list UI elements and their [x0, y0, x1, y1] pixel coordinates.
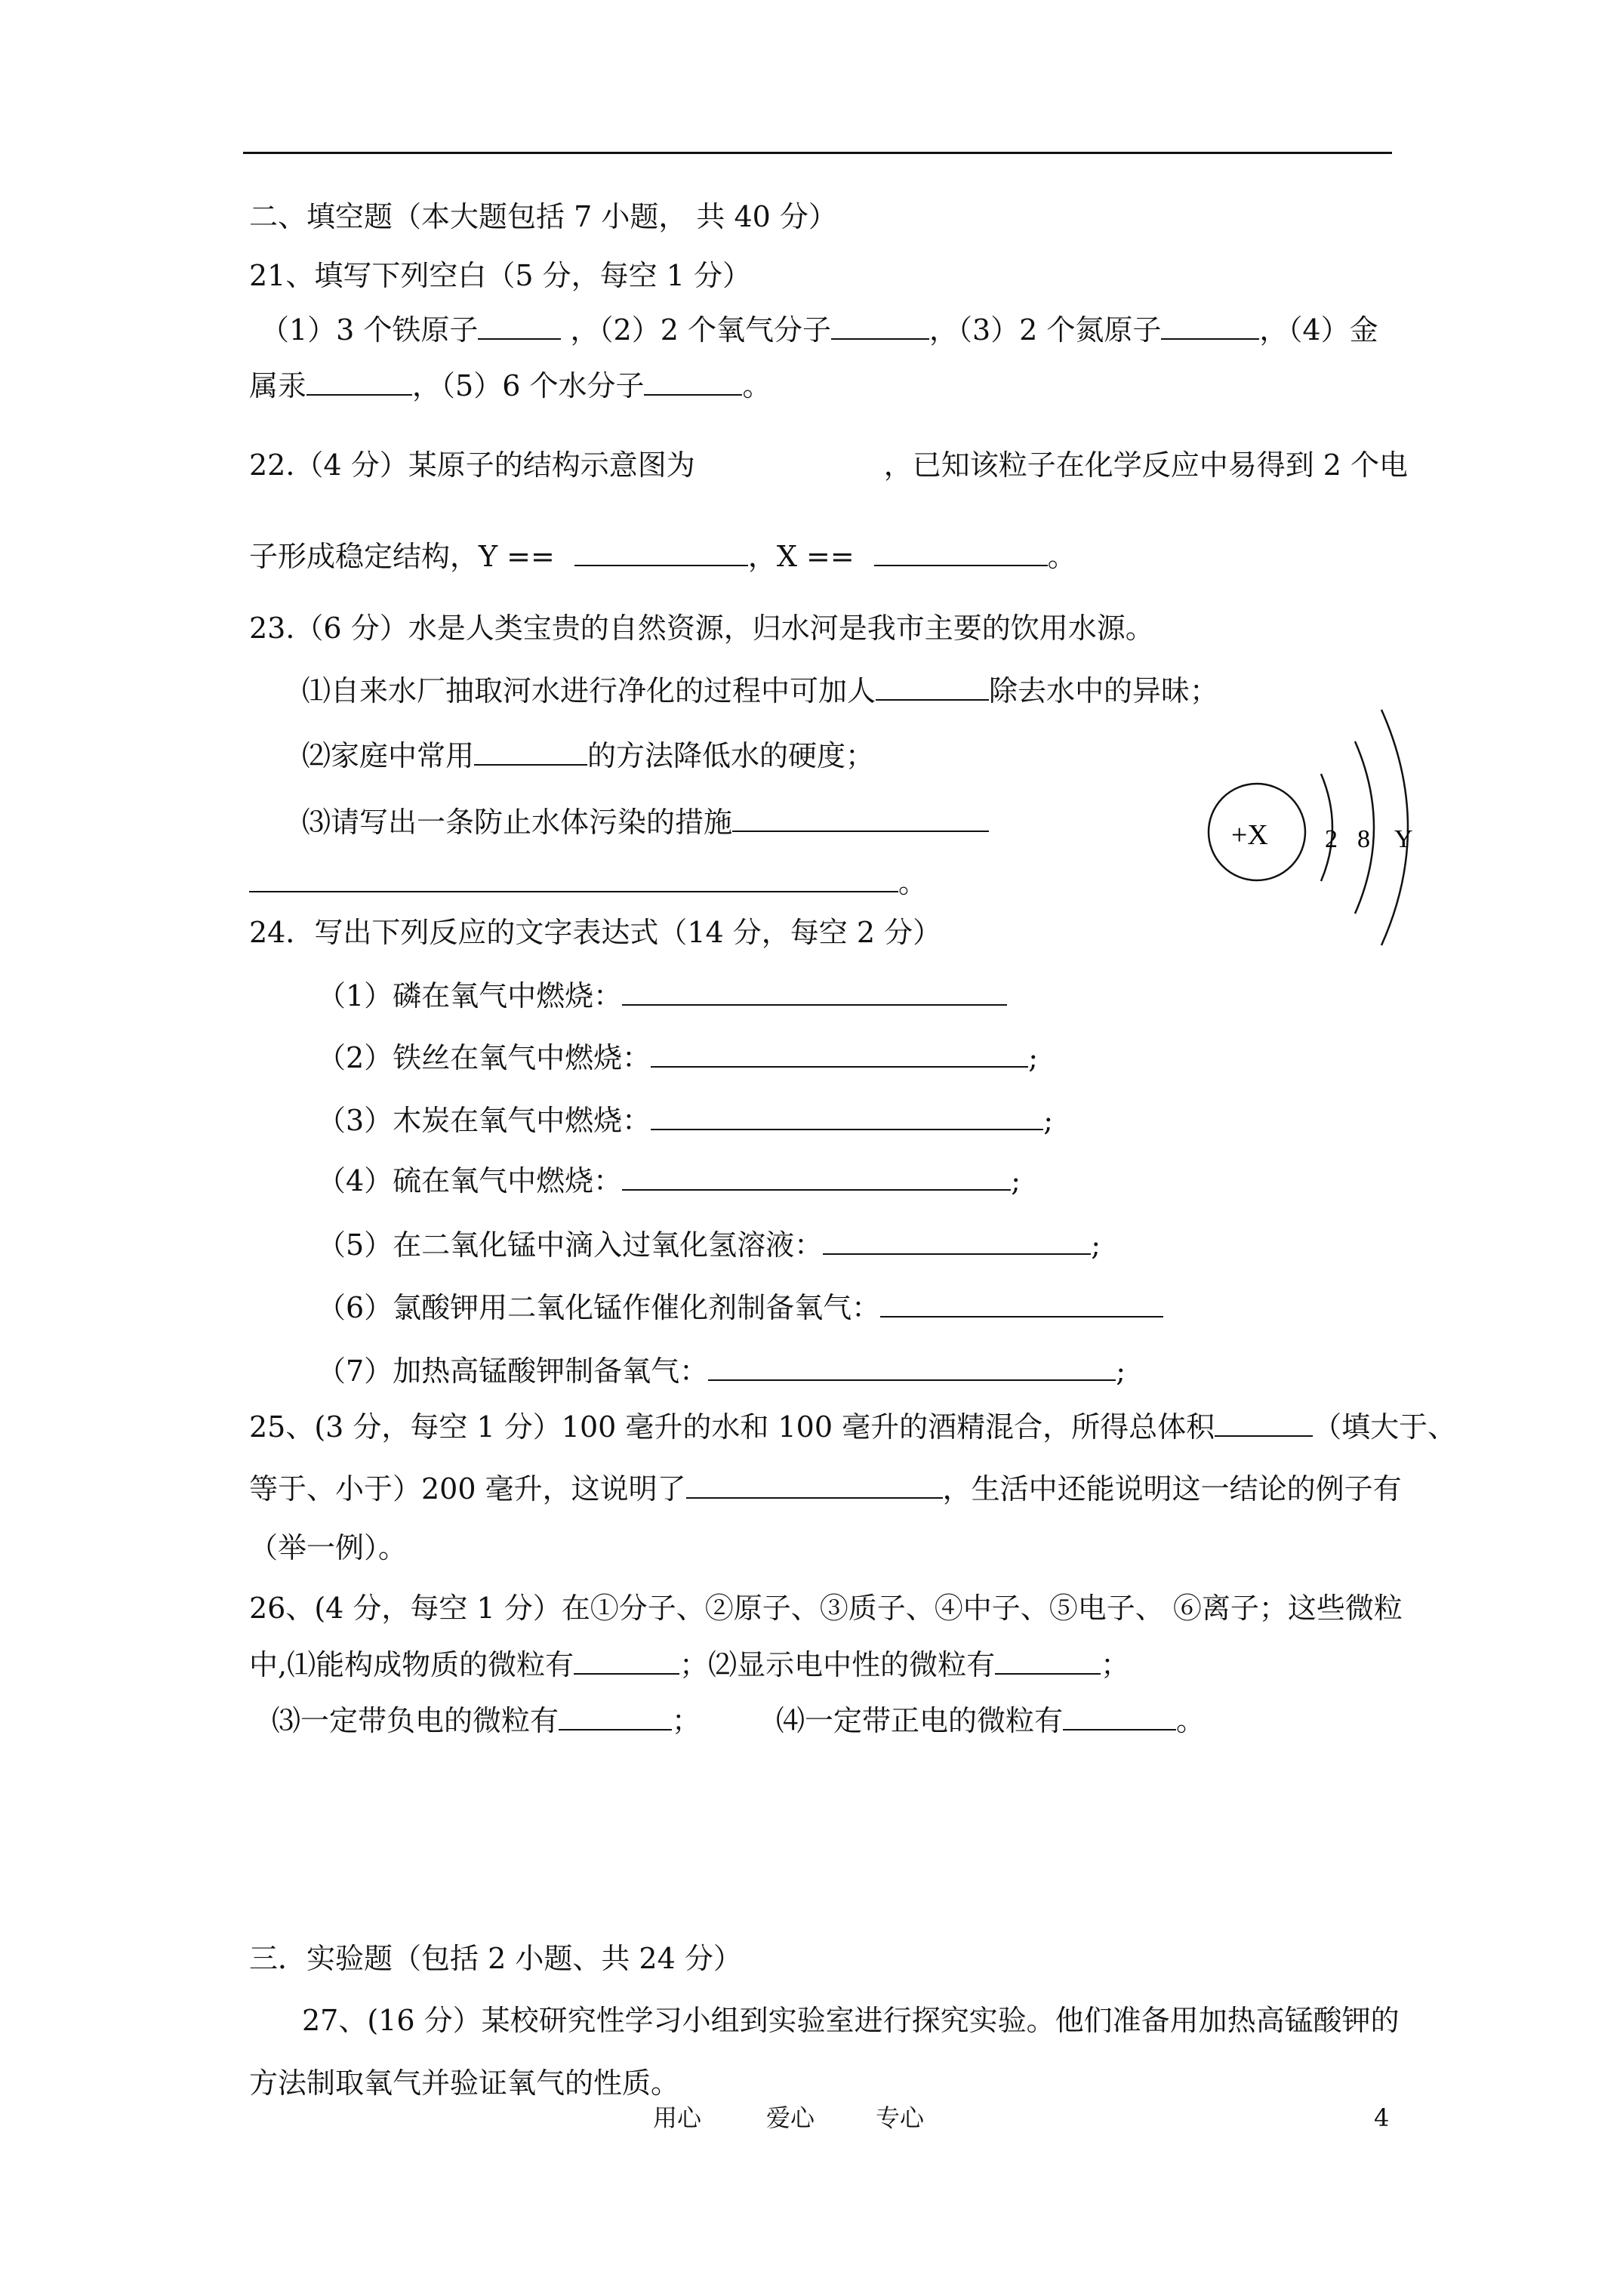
answer-blank[interactable] — [644, 368, 742, 396]
q26-line-3 — [272, 1703, 1205, 1739]
q25-line-3: （举一例）。 — [249, 1531, 408, 1564]
nucleus-charge: +X — [1231, 819, 1268, 851]
q22-text-c: 子形成稳定结构，Y == — [249, 540, 555, 573]
answer-blank[interactable] — [574, 539, 748, 566]
page-number: 4 — [1374, 2103, 1390, 2132]
q24-item-label: （4）硫在氧气中燃烧： — [317, 1164, 623, 1197]
answer-blank[interactable] — [686, 1472, 943, 1499]
q25-line-1 — [249, 1409, 1456, 1445]
q25-line-2 — [249, 1471, 1402, 1507]
q23-line-end — [249, 864, 927, 901]
answer-blank[interactable] — [880, 1290, 1163, 1318]
answer-blank[interactable] — [823, 1228, 1091, 1255]
section-3-title: 三．实验题（包括 2 小题、共 24 分） — [249, 1942, 742, 1975]
q23-end: 。 — [898, 866, 928, 899]
q25-text-b: （填大于、 — [1313, 1410, 1457, 1444]
q21-part-5: 属汞 — [249, 369, 307, 402]
q24-item-end: ; — [1091, 1228, 1101, 1262]
answer-blank[interactable] — [559, 1703, 672, 1730]
answer-blank[interactable] — [622, 978, 1007, 1006]
q25-text-c: 等于、小于）200 毫升，这说明了 — [249, 1472, 686, 1505]
q24-item-label: （7）加热高锰酸钾制备氧气： — [317, 1354, 709, 1388]
q24-item-label: （6）氯酸钾用二氧化锰作催化剂制备氧气： — [317, 1291, 881, 1324]
q26-line-2 — [249, 1647, 1129, 1683]
answer-blank[interactable] — [474, 738, 587, 766]
q24-item — [317, 1290, 1163, 1326]
answer-blank[interactable] — [478, 313, 561, 340]
q25-text-a: 25、(3 分，每空 1 分）100 毫升的水和 100 毫升的酒精混合，所得总体积 — [249, 1410, 1215, 1444]
answer-blank[interactable] — [1161, 313, 1259, 340]
q23-sub-1 — [302, 673, 1218, 709]
q24-item — [317, 1353, 1126, 1389]
q26-line-1: 26、(4 分，每空 1 分）在①分子、②原子、③质子、④中子、⑤电子、 ⑥离子；这些微粒 — [249, 1592, 1403, 1625]
q24-item-end: ; — [1043, 1104, 1053, 1137]
q23-sub-1-a: ⑴自来水厂抽取河水进行净化的过程中可加人 — [302, 674, 876, 707]
q24-title: 24．写出下列反应的文字表达式（14 分，每空 2 分） — [249, 916, 942, 949]
q23-sub-2 — [302, 738, 874, 774]
answer-blank[interactable] — [306, 368, 412, 396]
q22-line-1 — [249, 447, 1408, 483]
q21-part-6: ，（5）6 个水分子 — [412, 369, 645, 402]
q24-item-end: ; — [1011, 1164, 1021, 1197]
q24-item — [317, 1227, 1101, 1263]
q24-item — [317, 1102, 1053, 1139]
q24-item-label: （1）磷在氧气中燃烧： — [317, 979, 623, 1012]
q26-text-f: ； — [672, 1704, 701, 1737]
q21-part-2: ，（2）2 个氧气分子 — [570, 313, 831, 347]
q24-item — [317, 978, 1007, 1014]
q21-line-1 — [260, 312, 1378, 348]
q21-line-2 — [249, 368, 771, 404]
q21-part-4: ，（4）金 — [1259, 313, 1378, 347]
q21-title: 21、填写下列空白（5 分，每空 1 分） — [249, 259, 751, 292]
footer-word-2: 爱心 — [766, 2103, 815, 2132]
q24-item-end: ; — [1116, 1354, 1126, 1388]
q21-part-3: ，（3）2 个氮原子 — [929, 313, 1162, 347]
q24-item-label: （2）铁丝在氧气中燃烧： — [317, 1041, 651, 1074]
q24-item-end: ; — [1028, 1041, 1038, 1074]
answer-blank[interactable] — [708, 1354, 1116, 1381]
q24-item-label: （5）在二氧化锰中滴入过氧化氢溶液： — [317, 1228, 824, 1262]
shell-1-electrons: 2 — [1325, 825, 1338, 853]
q27-line-1: 27、(16 分）某校研究性学习小组到实验室进行探究实验。他们准备用加热高锰酸钾的 — [302, 2004, 1400, 2037]
q24-item — [317, 1163, 1021, 1199]
q26-text-h: 。 — [1176, 1704, 1206, 1737]
q22-text-b: ，已知该粒子在化学反应中易得到 2 个电 — [883, 448, 1409, 482]
q22-text-d: ，X == — [747, 540, 855, 573]
answer-blank[interactable] — [876, 673, 989, 701]
q22-text-e: 。 — [1047, 540, 1076, 573]
answer-blank[interactable] — [651, 1040, 1028, 1068]
answer-blank[interactable] — [651, 1103, 1043, 1130]
q25-text-d: ，生活中还能说明这一结论的例子有 — [942, 1472, 1402, 1505]
q26-text-d: ； — [1101, 1648, 1130, 1681]
q24-item-label: （3）木炭在氧气中燃烧： — [317, 1104, 651, 1137]
q23-sub-1-b: 除去水中的异昧； — [989, 674, 1219, 707]
answer-blank[interactable] — [1063, 1703, 1176, 1730]
answer-blank[interactable] — [732, 805, 989, 832]
shell-3-electrons: Y — [1394, 825, 1413, 853]
q22-line-2 — [249, 538, 1076, 575]
section-2-title: 二、填空题（本大题包括 7 小题， 共 40 分） — [249, 200, 837, 233]
footer-word-1: 用心 — [653, 2103, 702, 2132]
q22-text-a: 22.（4 分）某原子的结构示意图为 — [249, 448, 695, 482]
answer-blank[interactable] — [831, 313, 929, 340]
q21-part-1: （1）3 个铁原子 — [260, 313, 479, 347]
q23-sub-2-b: 的方法降低水的硬度； — [587, 739, 875, 772]
shell-2-electrons: 8 — [1357, 825, 1370, 853]
q23-sub-3 — [302, 804, 989, 840]
q26-text-c: ；⑵显示电中性的微粒有 — [679, 1648, 996, 1681]
answer-blank[interactable] — [574, 1647, 679, 1675]
answer-blank[interactable] — [249, 865, 898, 892]
q26-text-b: 中,⑴能构成物质的微粒有 — [249, 1648, 574, 1681]
answer-blank[interactable] — [622, 1163, 1011, 1191]
q27-line-2: 方法制取氧气并验证氧气的性质。 — [249, 2066, 680, 2100]
footer-word-3: 专心 — [876, 2103, 925, 2132]
q23-sub-3-text: ⑶请写出一条防止水体污染的措施 — [302, 806, 733, 839]
q23-sub-2-a: ⑵家庭中常用 — [302, 739, 475, 772]
atom-structure-diagram — [1204, 680, 1431, 959]
answer-blank[interactable] — [995, 1647, 1101, 1675]
q21-part-7: 。 — [742, 369, 771, 402]
q26-text-e: ⑶一定带负电的微粒有 — [272, 1704, 559, 1737]
answer-blank[interactable] — [874, 539, 1048, 566]
q26-text-g: ⑷一定带正电的微粒有 — [776, 1704, 1064, 1737]
answer-blank[interactable] — [1215, 1410, 1313, 1437]
header-rule — [243, 152, 1392, 154]
q24-item — [317, 1040, 1038, 1076]
q23-title: 23.（6 分）水是人类宝贵的自然资源，归水河是我市主要的饮用水源。 — [249, 612, 1154, 645]
